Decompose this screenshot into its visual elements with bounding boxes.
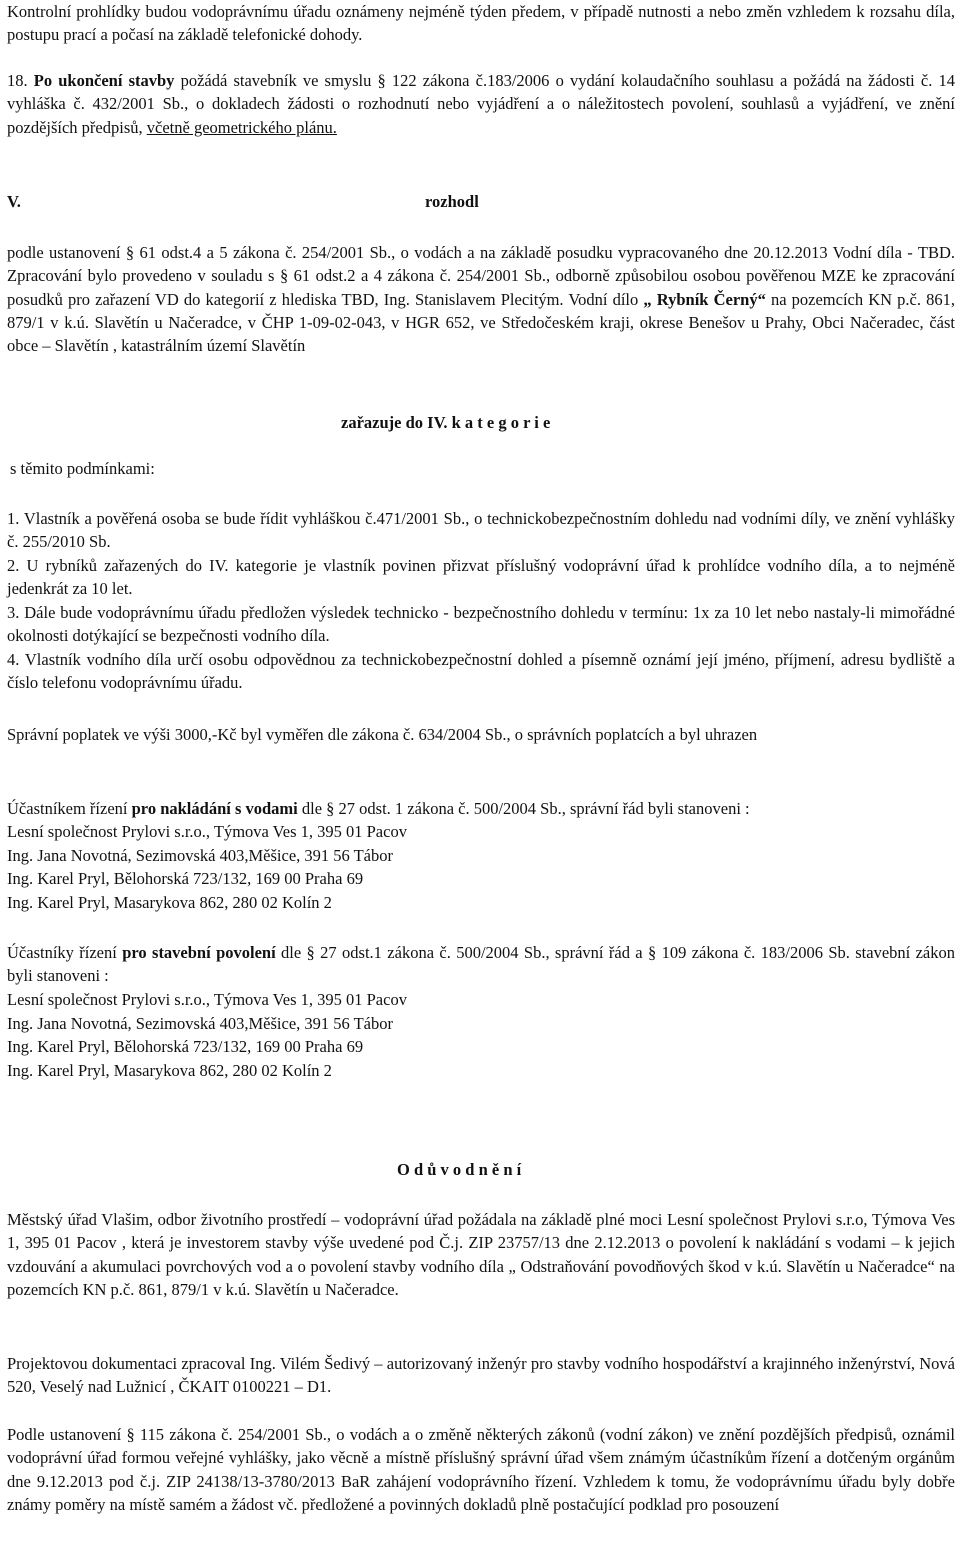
participant-building-3: Ing. Karel Pryl, Bělohorská 723/132, 169 00 Praha 69 bbox=[7, 1037, 364, 1056]
participants-building-heading: Účastníky řízení pro stavební povolení dle § 27 odst.1 zákona č. 500/2004 Sb., správní řád a § 109 zákona č. 183/2006 Sb. stavební zákon byli stanoveni : bbox=[7, 943, 956, 986]
condition-3: 3. Dále bude vodoprávnímu úřadu předložen výsledek technicko - bezpečnostního dohledu v termínu: 1x za 10 let nebo nastaly-li mimořádné okolnosti dotýkající se bezpečnosti vodního díla. bbox=[7, 603, 955, 646]
reasoning-heading: O d ů v o d n ě n í bbox=[397, 1160, 522, 1179]
reasoning-paragraph-3: Podle ustanovení § 115 zákona č. 254/2001 Sb., o vodách a o změně některých zákonů (vodní zákon) ve znění pozdějších předpisů, oznámil vodoprávní úřad formou veřejné vyhlášky, jako věcně a místně příslušný správní úřad všem známým účastníkům řízení a dotčeným orgánům dne 9.12.2013 pod č.j. ZIP 24138/13-3780/2013 BaR zahájení vodoprávního řízení. Vzhledem k tomu, že vodoprávnímu úřadu byly dobře známy poměry na místě samém a žádost vč. předložené a povinných dokladů plně postačující podklad pro posouzení bbox=[7, 1425, 955, 1514]
participant-building-2: Ing. Jana Novotná, Sezimovská 403,Měšice, 391 56 Tábor bbox=[7, 1014, 393, 1033]
participant-water-2: Ing. Jana Novotná, Sezimovská 403,Měšice, 391 56 Tábor bbox=[7, 846, 393, 865]
participant-building-1: Lesní společnost Prylovi s.r.o., Týmova Ves 1, 395 01 Pacov bbox=[7, 990, 407, 1009]
participant-water-4: Ing. Karel Pryl, Masarykova 862, 280 02 Kolín 2 bbox=[7, 893, 332, 912]
participant-building-4: Ing. Karel Pryl, Masarykova 862, 280 02 Kolín 2 bbox=[7, 1061, 332, 1080]
conditions-intro: s těmito podmínkami: bbox=[10, 459, 155, 478]
roman-section-number: V. bbox=[7, 192, 21, 211]
participant-water-3: Ing. Karel Pryl, Bělohorská 723/132, 169 00 Praha 69 bbox=[7, 869, 364, 888]
reasoning-paragraph-2: Projektovou dokumentaci zpracoval Ing. Vilém Šedivý – autorizovaný inženýr pro stavby vodního hospodářství a krajinného inženýrství, Nová 520, Veselý nad Lužnicí , ČKAIT 0100221 – D1. bbox=[7, 1354, 955, 1397]
fee-paragraph: Správní poplatek ve výši 3000,-Kč byl vyměřen dle zákona č. 634/2004 Sb., o správních poplatcích a byl uhrazen bbox=[7, 725, 758, 744]
clause-18: 18. Po ukončení stavby požádá stavebník ve smyslu § 122 zákona č.183/2006 o vydání kolaudačního souhlasu a požádá na žádosti č. 14 vyhláška č. 432/2001 Sb., o dokladech žádosti o rozhodnutí nebo vyjádření a o náležitostech povolení, souhlasů a vyjádření, ve znění pozdějších předpisů, včetně geometrického plánu. bbox=[7, 71, 955, 137]
participants-water-heading: Účastníkem řízení pro nakládání s vodami dle § 27 odst. 1 zákona č. 500/2004 Sb., správní řád byli stanoveni : bbox=[7, 799, 750, 818]
reasoning-paragraph-1: Městský úřad Vlašim, odbor životního prostředí – vodoprávní úřad požádala na základě plné moci Lesní společnost Prylovi s.r.o, Týmova Ves 1, 395 01 Pacov , která je investorem stavby výše uvedené pod Č.j. ZIP 23757/13 dne 2.12.2013 o povolení k nakládání s vodami – k jejich vzdouvání a akumulaci povrchových vod a o povolení stavby vodního díla „ Odstraňování povodňových škod v k.ú. Slavětín u Načeradce“ na pozemcích KN p.č. 861, 879/1 v k.ú. Slavětín u Načeradce. bbox=[7, 1210, 955, 1299]
legal-basis-paragraph: podle ustanovení § 61 odst.4 a 5 zákona č. 254/2001 Sb., o vodách a na základě posudku vypracovaného dne 20.12.2013 Vodní díla - TBD. Zpracování bylo provedeno v souladu s § 61 odst.2 a 4 zákona č. 254/2001 Sb., odborně způsobilou osobou pověřenou MZE ke zpracování posudků pro zařazení VD do kategorií z hlediska TBD, Ing. Stanislavem Plecitým. Vodní dílo „ Rybník Černý“ na pozemcích KN p.č. 861, 879/1 v k.ú. Slavětín u Načeradce, v ČHP 1-09-02-043, v HGR 652, ve Středočeském kraji, okrese Benešov u Prahy, Obci Načeradec, část obce – Slavětín , katastrálním území Slavětín bbox=[7, 243, 955, 356]
condition-2: 2. U rybníků zařazených do IV. kategorie je vlastník povinen přizvat příslušný vodoprávní úřad k prohlídce vodního díla, a to nejméně jedenkrát za 10 let. bbox=[7, 556, 955, 599]
category-assignment: zařazuje do IV. k a t e g o r i e bbox=[341, 413, 551, 432]
inspection-notice: Kontrolní prohlídky budou vodoprávnímu úřadu oznámeny nejméně týden předem, v případě nutnosti a nebo změn vzhledem k rozsahu díla, postupu prací a počasí na základě telefonické dohody. bbox=[7, 2, 955, 45]
condition-1: 1. Vlastník a pověřená osoba se bude řídit vyhláškou č.471/2001 Sb., o technickobezpečnostním dohledu nad vodními díly, ve znění vyhlášky č. 255/2010 Sb. bbox=[7, 509, 955, 552]
condition-4: 4. Vlastník vodního díla určí osobu odpovědnou za technickobezpečnostní dohled a písemně oznámí její jméno, příjmení, adresu bydliště a číslo telefonu vodoprávnímu úřadu. bbox=[7, 650, 955, 693]
participant-water-1: Lesní společnost Prylovi s.r.o., Týmova Ves 1, 395 01 Pacov bbox=[7, 822, 407, 841]
decision-heading: rozhodl bbox=[425, 192, 479, 211]
